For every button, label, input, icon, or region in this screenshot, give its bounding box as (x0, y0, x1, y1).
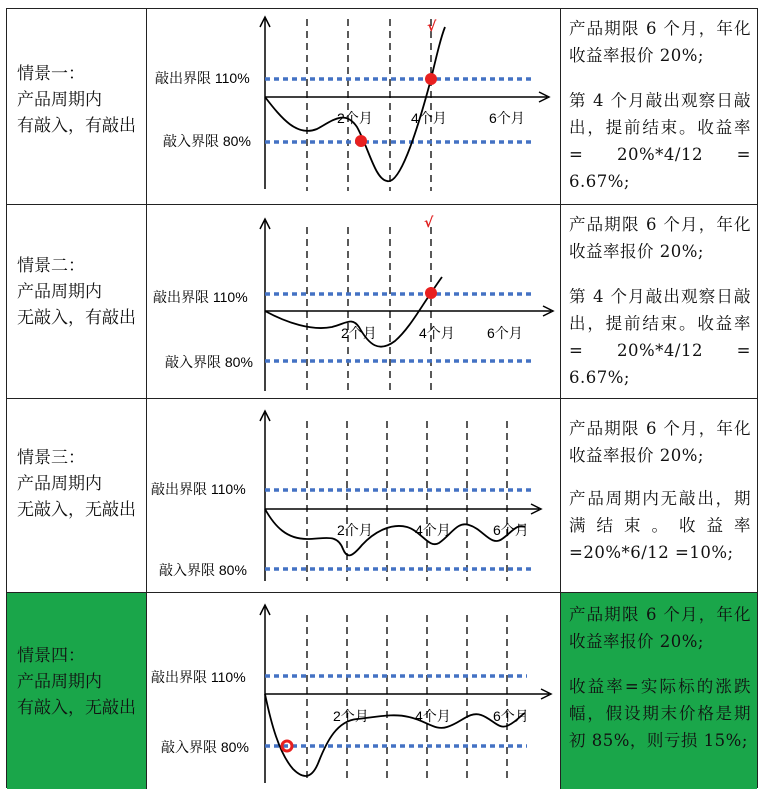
scenario-diagram (147, 205, 561, 399)
check-mark: √ (424, 215, 434, 231)
scenario-title (17, 643, 142, 721)
scenario-title-line: 情景三： (17, 448, 85, 468)
scenario-diagram (147, 593, 561, 789)
scenario-description (569, 415, 751, 566)
scenario-row-3 (7, 399, 757, 593)
month-label: 2个月 (333, 708, 369, 724)
knock-out-label: 敲出界限 110% (153, 289, 248, 305)
scenario-title-line: 产品周期内 (17, 282, 102, 302)
scenario-title-line: 情景二： (17, 256, 85, 276)
scenario-table (6, 8, 758, 788)
scenario-chart-cell (147, 593, 561, 789)
knock-in-label: 敲入界限 80% (159, 562, 247, 578)
scenario-title (17, 253, 142, 331)
scenario-title-line: 产品周期内 (17, 90, 102, 110)
scenario-chart-cell (147, 205, 561, 398)
scenario-title-cell (7, 593, 147, 789)
scenario-desc-cell (561, 593, 757, 789)
scenario-title (17, 445, 142, 523)
knock-in-label: 敲入界限 80% (165, 354, 253, 370)
price-path (265, 694, 525, 776)
scenario-diagram (147, 399, 561, 593)
scenario-title-line: 无敲入，无敲出 (17, 500, 136, 520)
desc-paragraph: 第 4 个月敲出观察日敲出，提前结束。收益率= 20%*4/12 = 6.67%; (569, 287, 751, 387)
month-label: 4个月 (411, 110, 447, 126)
knock-out-label: 敲出界限 110% (151, 669, 246, 685)
scenario-row-2 (7, 205, 757, 399)
month-label: 6个月 (493, 522, 529, 538)
price-path (265, 27, 445, 181)
scenario-chart-cell (147, 9, 561, 204)
month-label: 2个月 (341, 325, 377, 341)
desc-paragraph: 产品期限 6 个月，年化收益率报价 20%; (569, 19, 751, 65)
desc-paragraph: 收益率=实际标的涨跌幅，假设期末价格是期初 85%，则亏损 15%; (569, 677, 751, 750)
scenario-description (569, 601, 751, 754)
scenario-desc-cell (561, 399, 757, 592)
desc-paragraph: 第 4 个月敲出观察日敲出，提前结束。收益率= 20%*4/12 = 6.67%; (569, 91, 751, 191)
scenario-row-4 (7, 593, 757, 789)
price-path (265, 509, 525, 555)
desc-paragraph: 产品周期内无敲出，期满结束。收益率=20%*6/12 =10%; (569, 489, 751, 562)
month-label: 4个月 (415, 522, 451, 538)
month-label: 6个月 (487, 325, 523, 341)
scenario-title-cell (7, 399, 147, 592)
scenario-description (569, 15, 751, 195)
scenario-chart-cell (147, 399, 561, 592)
month-label: 6个月 (489, 110, 525, 126)
scenario-description (569, 211, 751, 391)
month-label: 4个月 (419, 325, 455, 341)
month-label: 2个月 (337, 522, 373, 538)
scenario-desc-cell (561, 205, 757, 398)
scenario-title-line: 有敲入，无敲出 (17, 698, 136, 718)
scenario-title (17, 61, 142, 139)
knock-in-marker (355, 135, 367, 147)
scenario-title-cell (7, 9, 147, 204)
knock-out-marker (425, 287, 437, 299)
scenario-title-cell (7, 205, 147, 398)
month-label: 2个月 (337, 110, 373, 126)
scenario-title-line: 产品周期内 (17, 672, 102, 692)
scenario-title-line: 有敲入，有敲出 (17, 116, 136, 136)
scenario-title-line: 产品周期内 (17, 474, 102, 494)
desc-paragraph: 产品期限 6 个月，年化收益率报价 20%; (569, 605, 751, 651)
month-label: 6个月 (493, 708, 529, 724)
check-mark: √ (427, 19, 437, 35)
scenario-diagram (147, 9, 561, 205)
knock-out-marker (425, 73, 437, 85)
scenario-title-line: 情景四： (17, 646, 85, 666)
knock-out-label: 敲出界限 110% (151, 481, 246, 497)
scenario-row-1 (7, 9, 757, 205)
desc-paragraph: 产品期限 6 个月，年化收益率报价 20%; (569, 215, 751, 261)
scenario-title-line: 无敲入，有敲出 (17, 308, 136, 328)
knock-in-label: 敲入界限 80% (163, 133, 251, 149)
knock-in-label: 敲入界限 80% (161, 739, 249, 755)
month-label: 4个月 (415, 708, 451, 724)
scenario-desc-cell (561, 9, 757, 204)
scenario-title-line: 情景一： (17, 64, 85, 84)
knock-out-label: 敲出界限 110% (155, 70, 250, 86)
desc-paragraph: 产品期限 6 个月，年化收益率报价 20%; (569, 419, 751, 465)
